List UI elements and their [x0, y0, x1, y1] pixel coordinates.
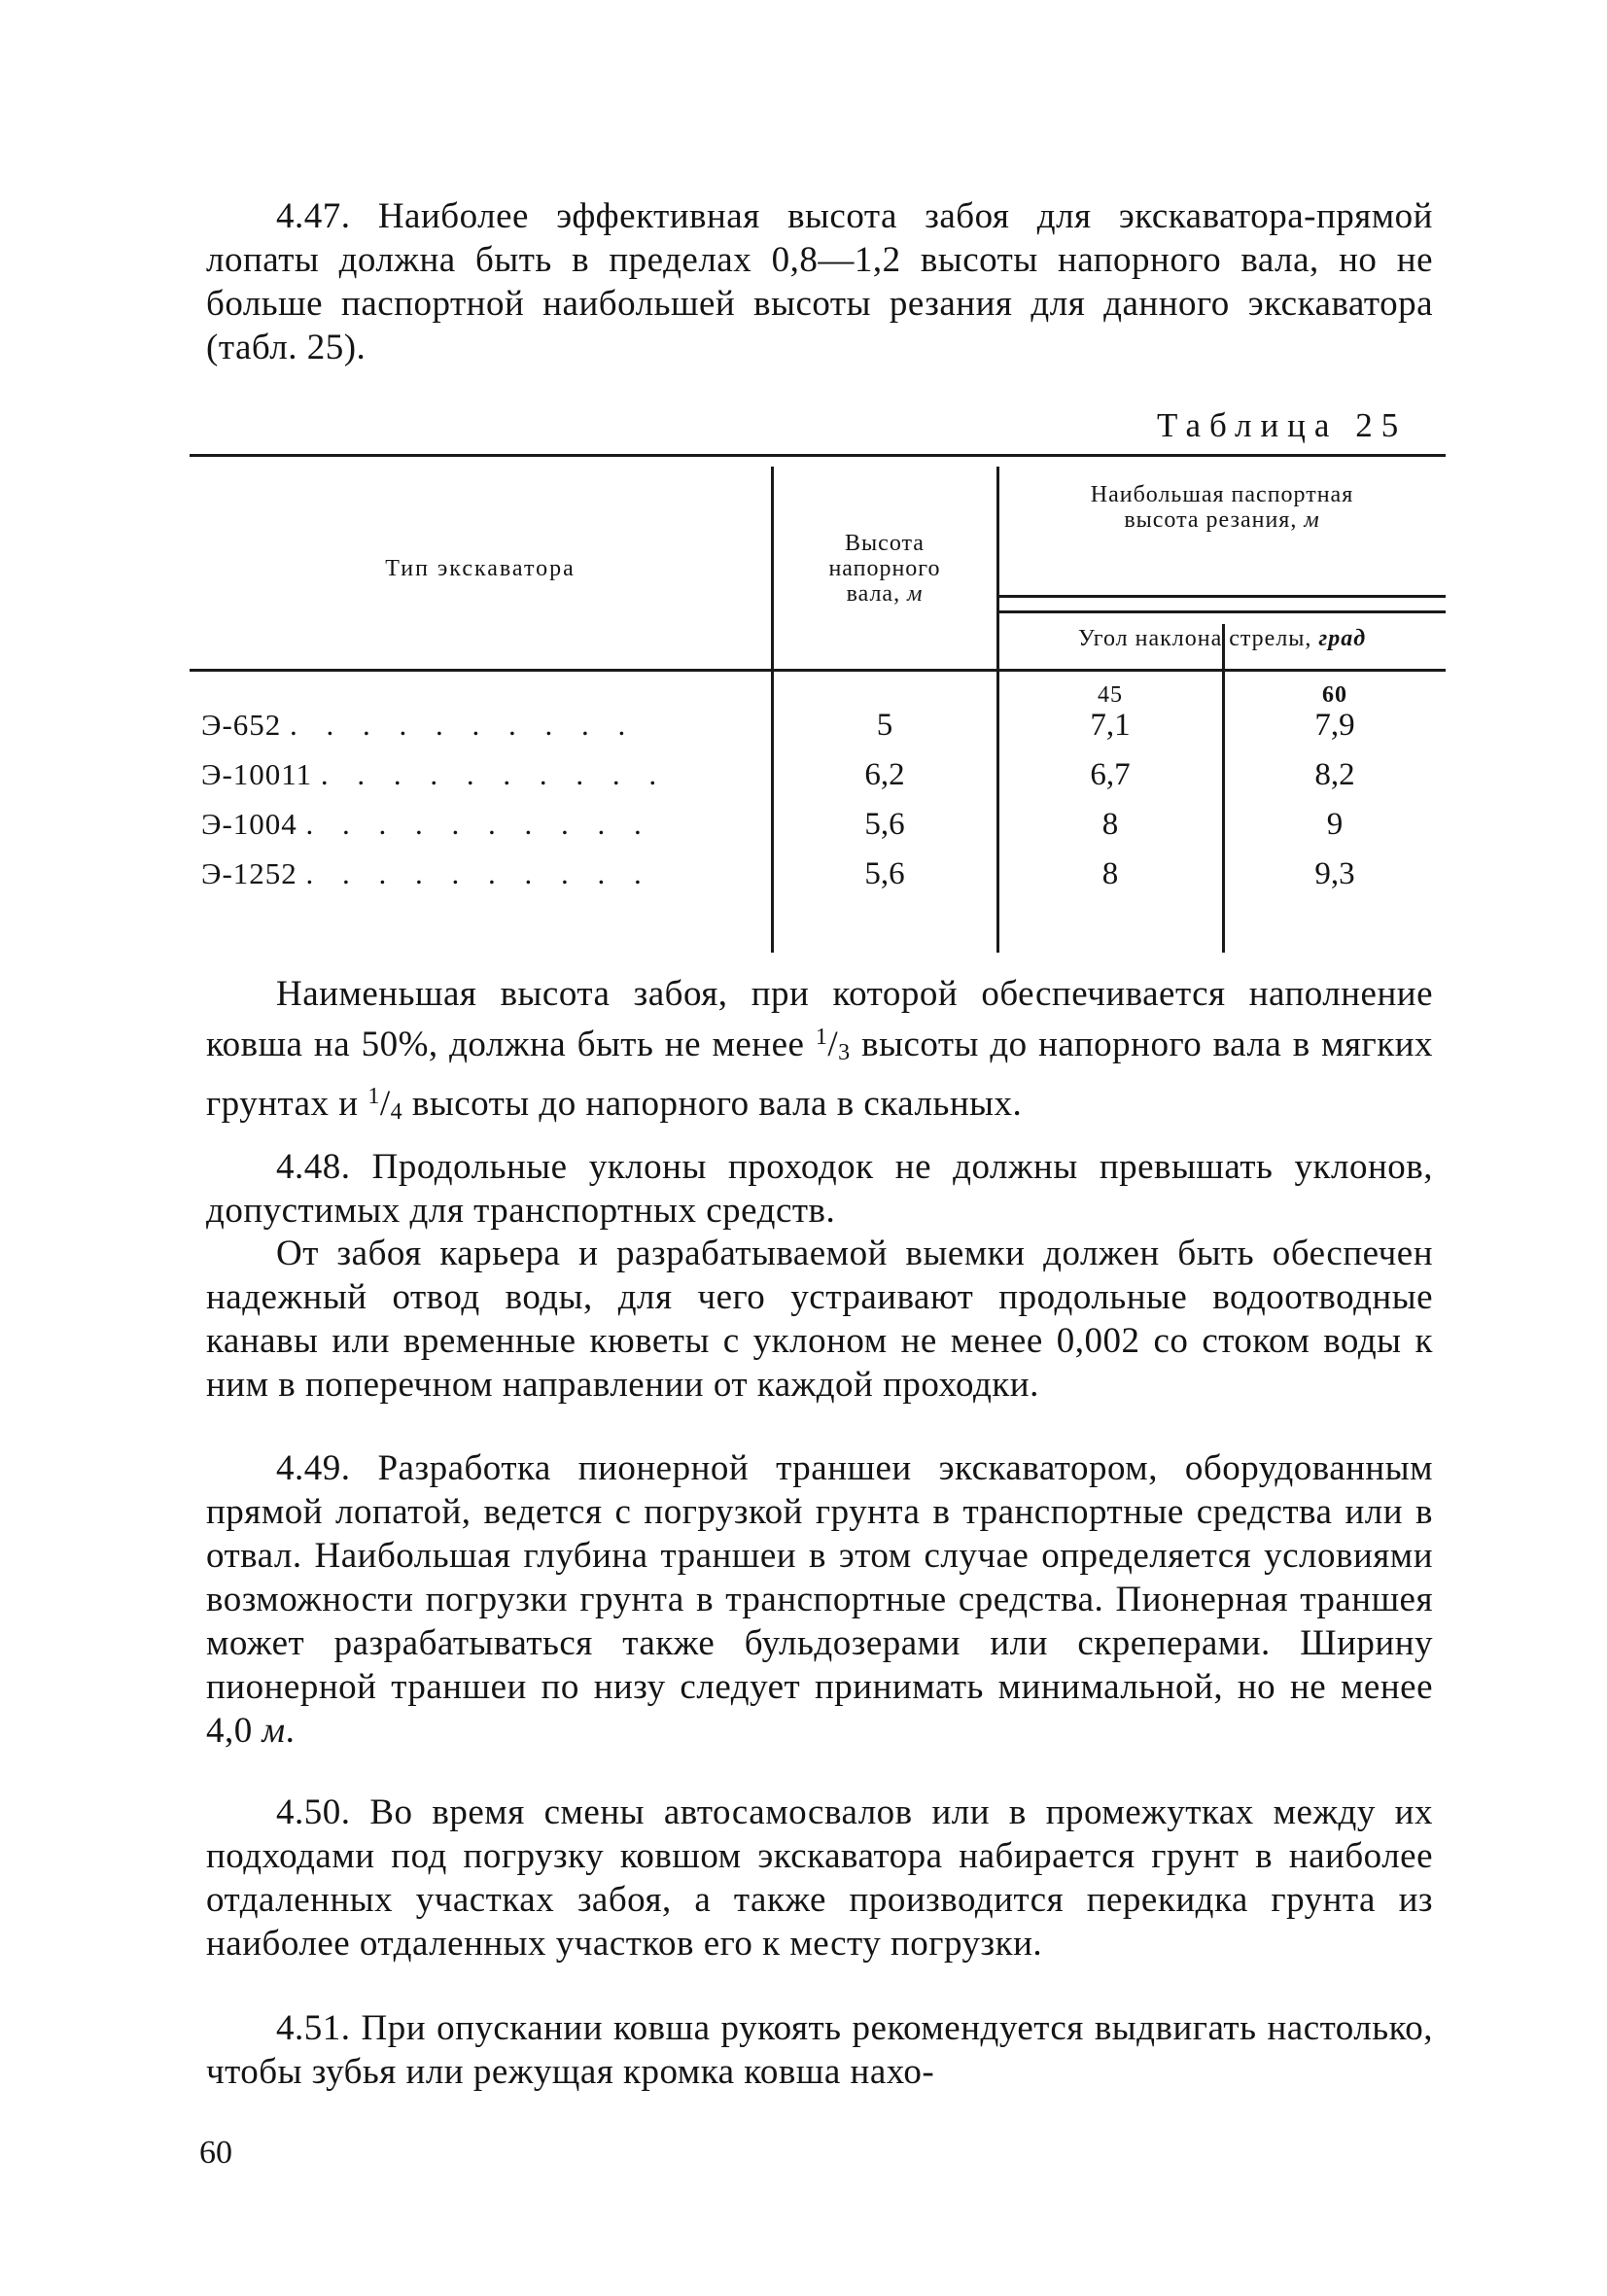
row-angle-60: 9	[1326, 807, 1344, 842]
excavator-table	[190, 449, 1446, 935]
leader-dots: . . . . . . . . . .	[305, 856, 652, 890]
row-angle-60: 9,3	[1314, 856, 1355, 891]
header-excavator-type: Тип экскаватора	[385, 556, 576, 581]
header-max-height	[998, 482, 1446, 533]
row-angle-45: 8	[1101, 856, 1119, 891]
header-shaft-height-line1: Высота	[845, 531, 925, 556]
row-type: Э-1252 . . . . . . . . . .	[201, 856, 652, 890]
paragraph-drainage: От забоя карьера и разрабатываемой выемки должен быть обеспечен надежный отвод воды, для чего устраивают продольные водоотводные канавы или временные кюветы с уклоном не менее 0,002 со стоком воды к ним в поперечном направлении от каждой проходки.	[206, 1234, 1433, 1405]
leader-dots: . . . . . . . . . .	[290, 708, 637, 742]
row-angle-60: 7,9	[1314, 708, 1355, 743]
paragraph-min-height: Наименьшая высота забоя, при которой обеспечивается наполнение ковша на 50%, должна быть не менее $^1/_3$ высоты до напорного вала в мягких грунтах и $^1/_4$ высоты до напорного вала в скальных.	[206, 974, 1433, 1125]
table-body-top-rule	[190, 669, 1446, 672]
fraction-denominator: 4	[390, 1099, 403, 1125]
paragraph-4-51: 4.51. При опускании ковша рукоять рекомендуется выдвигать настолько, чтобы зубья или режущая кромка ковша нахо-	[206, 2008, 1433, 2092]
row-type: Э-10011 . . . . . . . . . .	[201, 757, 668, 791]
row-angle-45: 8	[1101, 807, 1119, 842]
header-boom-angle: Угол наклона стрелы, град	[1077, 626, 1367, 651]
header-max-height-unit: м	[1304, 507, 1320, 533]
paragraph-4-49: 4.49. Разработка пионерной траншеи экскаватором, оборудованным прямой лопатой, ведется с погрузкой грунта в транспортные средства или в отвал. Наибольшая глубина траншеи в этом случае определяется условиями возможности погрузки грунта в транспортные средства. Пионерная траншея может разрабатываться также бульдозерами или скреперами. Ширину пионерной траншеи по низу следует принимать минимальной, но не менее 4,0 м.	[206, 1448, 1433, 1751]
row-height: 5	[876, 708, 893, 743]
row-angle-60: 8,2	[1314, 757, 1355, 792]
paragraph-4-48: 4.48. Продольные уклоны проходок не должны превышать уклонов, допустимых для транспортных средств.	[206, 1147, 1433, 1231]
header-shaft-height-line3: вала, м	[846, 581, 924, 607]
header-angle-60: 60	[1322, 682, 1347, 708]
leader-dots: . . . . . . . . . .	[320, 757, 668, 791]
paragraph-4-47: 4.47. Наиболее эффективная высота забоя для экскаватора-прямой лопаты должна быть в пределах 0,8—1,2 высоты напорного вала, но не больше паспортной наибольшей высоты резания для данного экскаватора (табл. 25).	[206, 196, 1433, 367]
leader-dots: . . . . . . . . . .	[305, 807, 652, 841]
table-header-rule-2	[998, 610, 1446, 613]
fraction-numerator: 1	[367, 1084, 380, 1109]
header-angle-45: 45	[1098, 682, 1123, 708]
header-max-height-line1: Наибольшая паспортная	[1090, 482, 1354, 507]
unit-meters: м	[262, 1711, 286, 1751]
table-top-rule	[190, 454, 1446, 457]
paragraph-4-50: 4.50. Во время смены автосамосвалов или в промежутках между их подходами под погрузку ковшом экскаватора набирается грунт в наиболее отдаленных участках забоя, а также производится перекидка грунта из наиболее отдаленных участков его к месту погрузки.	[206, 1792, 1433, 1964]
row-type: Э-1004 . . . . . . . . . .	[201, 807, 652, 841]
row-height: 5,6	[864, 807, 905, 842]
header-max-height-line2: высота резания, м	[1124, 507, 1320, 533]
table-header-rule-1	[998, 595, 1446, 598]
header-boom-angle-unit: град	[1318, 626, 1367, 651]
row-type: Э-652 . . . . . . . . . .	[201, 708, 637, 742]
page-number: 60	[199, 2135, 232, 2171]
table-title: Таблица 25	[1157, 406, 1408, 444]
row-angle-45: 7,1	[1090, 708, 1131, 743]
row-angle-45: 6,7	[1090, 757, 1131, 792]
row-height: 5,6	[864, 856, 905, 891]
header-shaft-height-line2: напорного	[828, 556, 941, 581]
row-height: 6,2	[864, 757, 905, 792]
fraction-numerator: 1	[815, 1025, 828, 1050]
header-shaft-height-unit: м	[907, 581, 924, 607]
fraction-denominator: 3	[838, 1040, 851, 1065]
header-shaft-height	[773, 531, 996, 607]
